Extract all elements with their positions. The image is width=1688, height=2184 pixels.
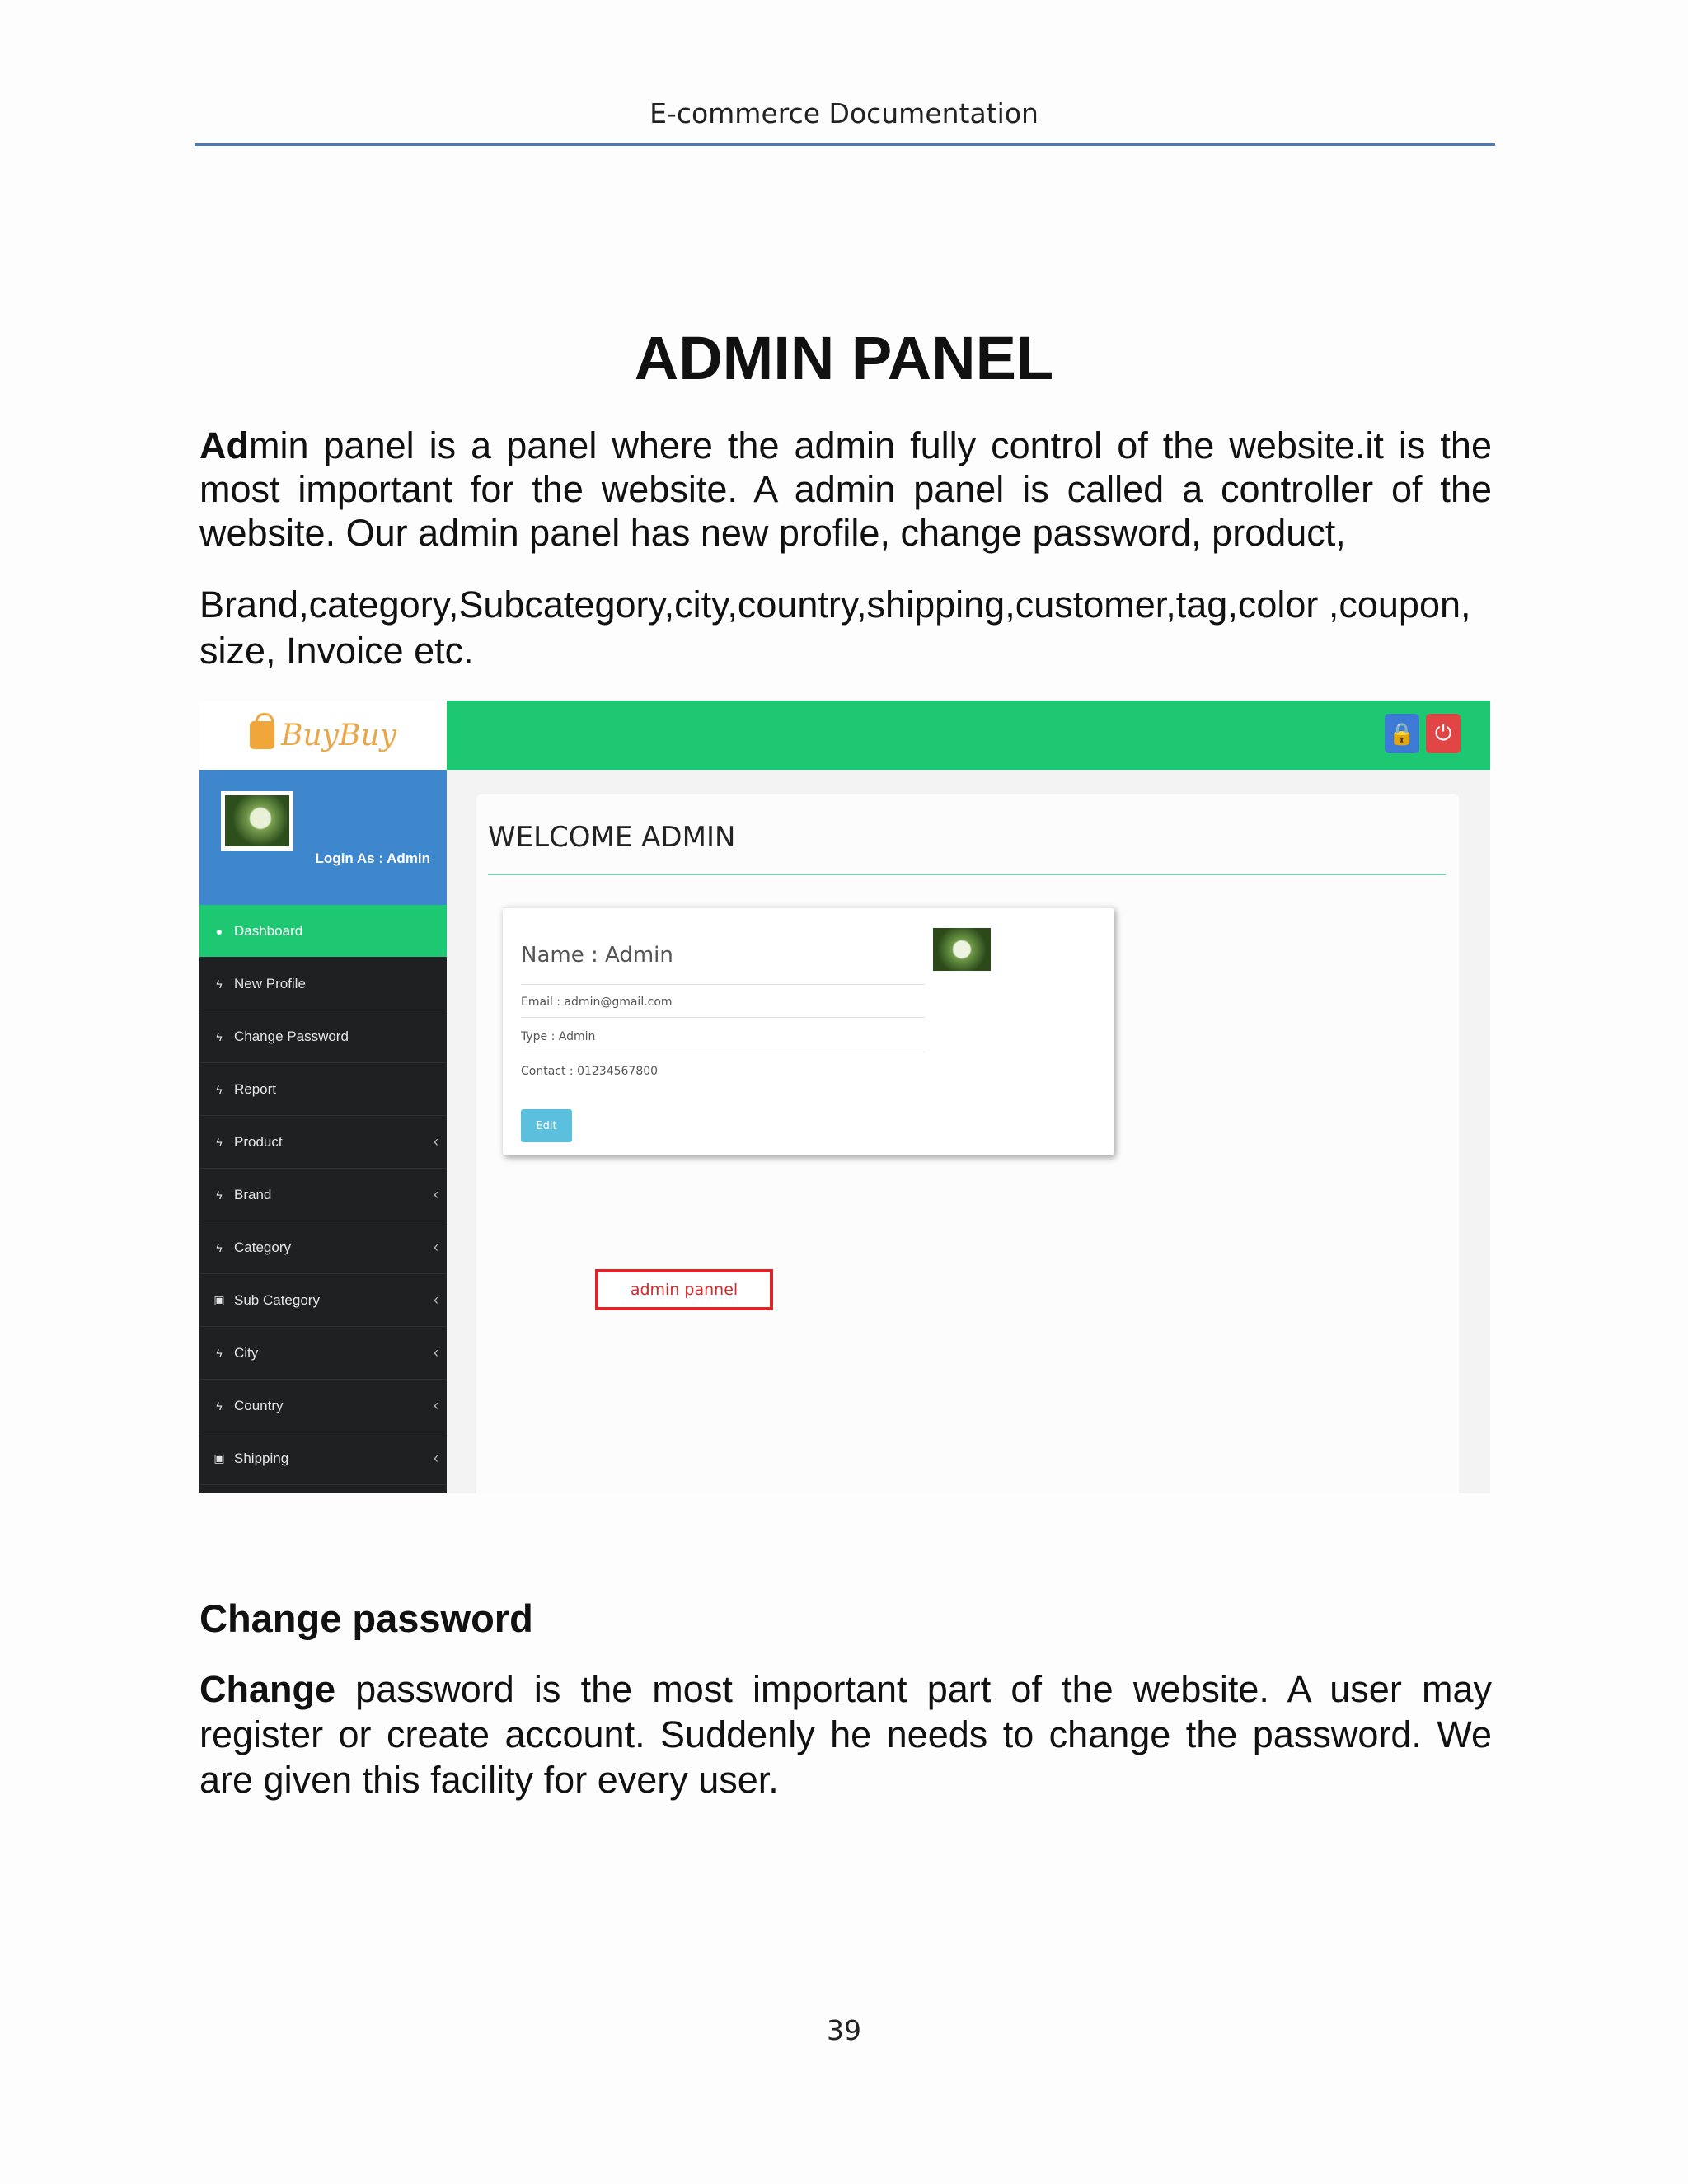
running-header: E-commerce Documentation: [649, 97, 1039, 129]
bolt-icon: ϟ: [216, 1029, 223, 1043]
sidebar-item-new-profile[interactable]: [199, 958, 447, 1010]
intro-list-paragraph: Brand,category,Subcategory,city,country,shipping,customer,tag,color ,coupon, size, Invoice etc.: [199, 583, 1471, 672]
sidebar-item-label: City: [234, 1344, 259, 1361]
dashboard-icon: ●: [215, 924, 223, 938]
sidebar-item-report[interactable]: [199, 1063, 447, 1116]
sidebar-item-city[interactable]: [199, 1327, 447, 1380]
chevron-left-icon: ‹: [434, 1291, 438, 1308]
bolt-icon: ϟ: [216, 1082, 223, 1096]
power-icon: ⏻: [1434, 720, 1452, 745]
profile-card: [503, 907, 1114, 1155]
chevron-left-icon: ‹: [434, 1397, 438, 1413]
brand-name: BuyBuy: [281, 718, 396, 752]
welcome-heading: WELCOME ADMIN: [488, 821, 736, 854]
profile-email: Email : admin@gmail.com: [521, 996, 673, 1009]
sidebar-item-label: Sub Category: [234, 1291, 320, 1308]
chevron-left-icon: ‹: [434, 1344, 438, 1361]
intro-text: min panel is a panel where the admin fully control of the website.it is the most important for the website. A admin panel is called a controller of the website. Our admin panel has new profile, change password, product,: [199, 424, 1492, 554]
shopping-bag-icon: [250, 721, 274, 749]
profile-type: Type : Admin: [521, 1030, 596, 1043]
sidebar-item-category[interactable]: [199, 1221, 447, 1274]
bolt-icon: ϟ: [216, 1399, 223, 1413]
admin-panel-screenshot: [199, 701, 1490, 1493]
sidebar-item-brand[interactable]: [199, 1169, 447, 1221]
admin-panel-annotation: admin pannel: [595, 1269, 773, 1310]
sidebar-item-label: New Profile: [234, 975, 306, 991]
sidebar-item-label: Country: [234, 1397, 284, 1413]
main-content: [447, 770, 1490, 1493]
top-bar: [447, 701, 1490, 770]
bolt-icon: ϟ: [216, 977, 223, 991]
chevron-left-icon: ‹: [434, 1186, 438, 1202]
welcome-panel: [476, 794, 1459, 1493]
bolt-icon: ϟ: [216, 1240, 223, 1254]
profile-contact: Contact : 01234567800: [521, 1065, 659, 1078]
divider: [521, 1017, 925, 1018]
chevron-left-icon: ‹: [434, 1450, 438, 1466]
edit-button[interactable]: Edit: [521, 1109, 572, 1142]
sidebar-item-label: Shipping: [234, 1450, 289, 1466]
section-bold-lead: Change: [199, 1668, 336, 1710]
list-icon: ▣: [213, 1451, 225, 1465]
sidebar-item-product[interactable]: [199, 1116, 447, 1169]
page-title: ADMIN PANEL: [634, 324, 1054, 392]
sidebar-item-label: Change Password: [234, 1028, 349, 1044]
sidebar-item-dashboard[interactable]: [199, 905, 447, 958]
bolt-icon: ϟ: [216, 1188, 223, 1202]
sidebar-item-country[interactable]: [199, 1380, 447, 1432]
sidebar-item-shipping[interactable]: [199, 1432, 447, 1485]
welcome-rule: [488, 874, 1446, 875]
brand-logo[interactable]: [199, 701, 447, 770]
sidebar-item-label: Report: [234, 1080, 277, 1097]
avatar: [221, 791, 293, 851]
section-text: password is the most important part of the website. A user may register or create account. Suddenly he needs to change the password. We are given this facility for every user.: [199, 1668, 1492, 1801]
page-number: 39: [827, 2014, 861, 2046]
sidebar-item-label: Brand: [234, 1186, 272, 1202]
divider: [521, 984, 925, 985]
profile-avatar: [933, 928, 991, 971]
sidebar-profile: [199, 770, 447, 905]
login-as-label: Login As : Admin: [315, 851, 430, 866]
change-password-paragraph: [199, 1666, 1492, 1802]
chevron-left-icon: ‹: [434, 1239, 438, 1255]
logout-button[interactable]: [1426, 714, 1461, 753]
chevron-left-icon: ‹: [434, 1133, 438, 1150]
header-rule: [195, 143, 1495, 146]
list-icon: ▣: [213, 1293, 225, 1306]
lock-icon: 🔒: [1388, 720, 1416, 746]
sidebar-menu: [199, 905, 447, 1493]
section-heading: Change password: [199, 1596, 533, 1640]
sidebar-item-label: Dashboard: [234, 922, 303, 939]
sidebar-item-sub-category[interactable]: [199, 1274, 447, 1327]
lock-button[interactable]: [1385, 714, 1419, 753]
sidebar-item-label: Product: [234, 1133, 283, 1150]
sidebar-item-change-password[interactable]: [199, 1010, 447, 1063]
intro-paragraph: [199, 424, 1492, 555]
intro-bold-lead: Ad: [199, 424, 249, 466]
profile-name: Name : Admin: [521, 943, 673, 968]
bolt-icon: ϟ: [216, 1135, 223, 1149]
bolt-icon: ϟ: [216, 1346, 223, 1360]
sidebar-item-label: Category: [234, 1239, 291, 1255]
